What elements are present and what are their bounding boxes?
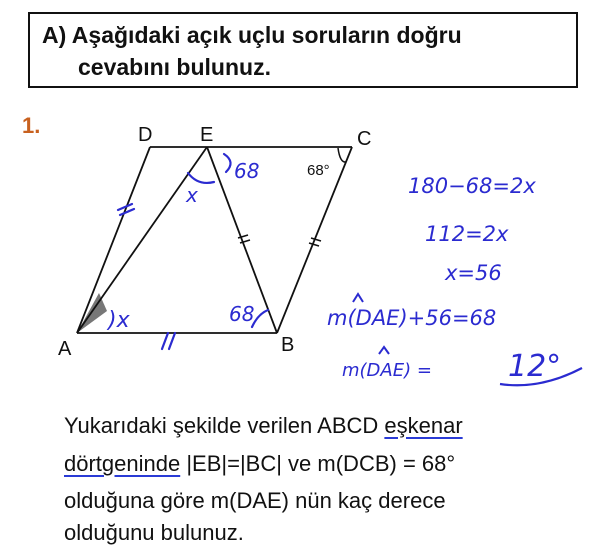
question-line-3: olduğuna göre m(DAE) nün kaç derece — [64, 488, 446, 513]
instruction-line-2: cevabını bulunuz. — [78, 54, 271, 80]
angle-c-arc — [338, 148, 346, 162]
question-number: 1. — [22, 113, 41, 138]
question-line-1: Yukarıdaki şekilde verilen ABCD eşkenar — [64, 413, 463, 438]
hw-step-4: m(DAE)+56=68 — [327, 306, 497, 330]
hw-angle-b: 68 — [229, 302, 255, 326]
hw-angle-a-x: )x — [108, 308, 130, 333]
point-d-label: D — [138, 124, 153, 146]
point-c-label: C — [357, 128, 372, 150]
question-line-4: olduğunu bulunuz. — [64, 520, 244, 545]
hw-angle-e-x: x — [186, 183, 198, 207]
side-ad — [77, 147, 150, 333]
hw-angle-e: 68 — [234, 159, 260, 183]
instruction-line-1: A) Aşağıdaki açık uçlu soruların doğru — [42, 22, 462, 48]
angle-c-label: 68° — [307, 162, 330, 179]
hw-step-5: m(DAE) = — [342, 360, 432, 381]
hw-answer: 12° — [508, 349, 562, 384]
segment-ae — [77, 147, 207, 333]
question-line-2: dörtgeninde |EB|=|BC| ve m(DCB) = 68° — [64, 451, 456, 476]
point-b-label: B — [281, 334, 295, 356]
hw-arc-e-left — [188, 173, 214, 183]
hw-arc-e — [224, 154, 231, 172]
hw-equal-ab — [162, 333, 175, 349]
hw-step-2: 112=2x — [425, 222, 509, 246]
point-a-label: A — [58, 338, 72, 360]
hw-step-1: 180−68=2x — [408, 174, 536, 198]
point-e-label: E — [200, 124, 214, 146]
hw-step-3: x=56 — [445, 261, 502, 285]
